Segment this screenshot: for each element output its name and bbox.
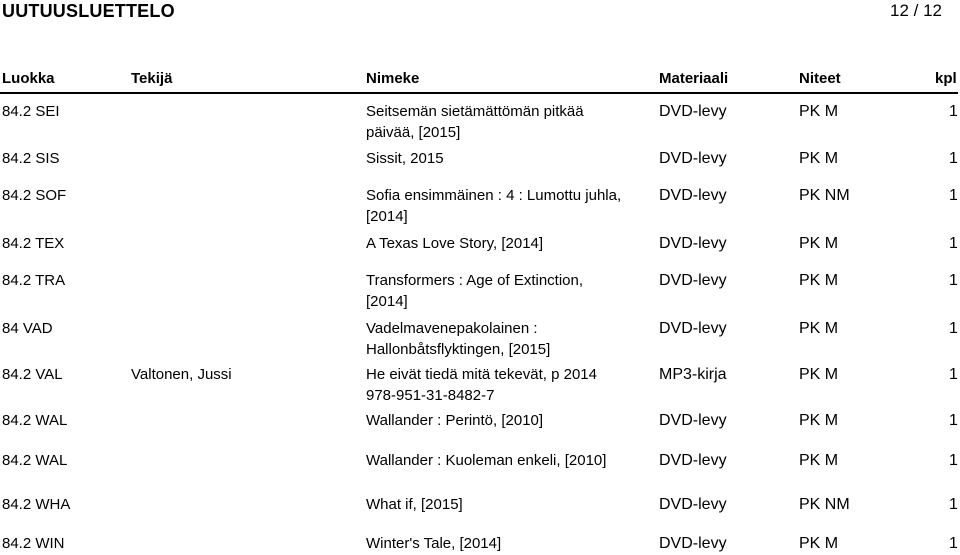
cell-luokka: 84.2 SOF [2, 187, 67, 204]
cell-kpl: 1 [949, 320, 958, 337]
cell-luokka: 84.2 WHA [2, 496, 71, 513]
cell-luokka: 84.2 WAL [2, 452, 68, 469]
cell-niteet: PK M [799, 452, 839, 469]
cell-materiaali: DVD-levy [659, 412, 727, 429]
column-header-materiaali: Materiaali [659, 70, 729, 87]
cell-kpl: 1 [949, 535, 958, 552]
cell-nimeke: Wallander : Kuoleman enkeli, [2010] [366, 452, 607, 469]
cell-materiaali: DVD-levy [659, 452, 727, 469]
cell-nimeke: What if, [2015] [366, 496, 463, 513]
cell-niteet: PK M [799, 103, 839, 120]
cell-luokka: 84 VAD [2, 320, 53, 337]
cell-kpl: 1 [949, 452, 958, 469]
cell-kpl: 1 [949, 235, 958, 252]
cell-tekija: Valtonen, Jussi [131, 366, 232, 383]
document-title: UUTUUSLUETTELO [2, 1, 175, 21]
cell-materiaali: MP3-kirja [659, 366, 727, 383]
cell-kpl: 1 [949, 103, 958, 120]
cell-nimeke: Seitsemän sietämättömän pitkää päivää, [2015] [366, 103, 584, 141]
column-header-nimeke: Nimeke [366, 70, 420, 87]
cell-luokka: 84.2 WAL [2, 412, 68, 429]
cell-nimeke: Winter's Tale, [2014] [366, 535, 502, 552]
cell-materiaali: DVD-levy [659, 235, 727, 252]
cell-kpl: 1 [949, 412, 958, 429]
cell-luokka: 84.2 TEX [2, 235, 65, 252]
cell-niteet: PK M [799, 320, 839, 337]
cell-materiaali: DVD-levy [659, 496, 727, 513]
cell-niteet: PK M [799, 272, 839, 289]
header-divider [0, 92, 958, 94]
cell-niteet: PK M [799, 366, 839, 383]
cell-kpl: 1 [949, 272, 958, 289]
cell-kpl: 1 [949, 187, 958, 204]
cell-niteet: PK M [799, 412, 839, 429]
column-header-niteet: Niteet [799, 70, 841, 87]
cell-materiaali: DVD-levy [659, 320, 727, 337]
cell-niteet: PK M [799, 235, 839, 252]
page-number: 12 / 12 [890, 1, 942, 20]
cell-materiaali: DVD-levy [659, 150, 727, 167]
cell-niteet: PK M [799, 150, 839, 167]
column-header-kpl: kpl [935, 70, 957, 87]
cell-luokka: 84.2 VAL [2, 366, 63, 383]
cell-materiaali: DVD-levy [659, 272, 727, 289]
cell-materiaali: DVD-levy [659, 103, 727, 120]
cell-materiaali: DVD-levy [659, 187, 727, 204]
cell-nimeke: Wallander : Perintö, [2010] [366, 412, 544, 429]
column-header-tekija: Tekijä [131, 70, 173, 87]
cell-nimeke: Transformers : Age of Extinction, [2014] [366, 272, 584, 310]
cell-luokka: 84.2 SIS [2, 150, 60, 167]
column-header-luokka: Luokka [2, 70, 55, 87]
cell-kpl: 1 [949, 366, 958, 383]
cell-nimeke: Sissit, 2015 [366, 150, 444, 167]
cell-kpl: 1 [949, 496, 958, 513]
cell-niteet: PK M [799, 535, 839, 552]
cell-luokka: 84.2 WIN [2, 535, 65, 552]
cell-nimeke: Vadelmavenepakolainen : Hallonbåtsflyktingen, [2015] [366, 320, 551, 358]
cell-nimeke: He eivät tiedä mitä tekevät, p 2014 978-951-31-8482-7 [366, 366, 597, 404]
cell-kpl: 1 [949, 150, 958, 167]
cell-nimeke: Sofia ensimmäinen : 4 : Lumottu juhla, [2014] [366, 187, 622, 225]
cell-niteet: PK NM [799, 187, 850, 204]
cell-luokka: 84.2 TRA [2, 272, 66, 289]
cell-luokka: 84.2 SEI [2, 103, 60, 120]
cell-nimeke: A Texas Love Story, [2014] [366, 235, 544, 252]
cell-niteet: PK NM [799, 496, 850, 513]
cell-materiaali: DVD-levy [659, 535, 727, 552]
